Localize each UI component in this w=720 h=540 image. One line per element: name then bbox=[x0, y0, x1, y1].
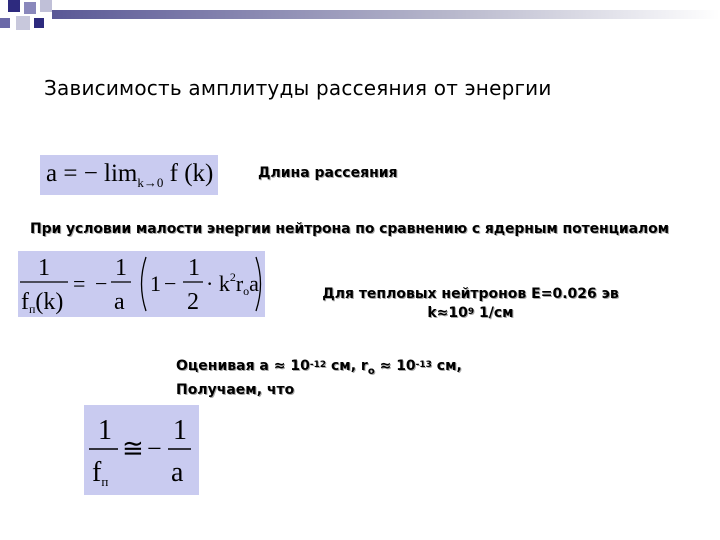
left-paren bbox=[142, 257, 147, 311]
minus-sign: − bbox=[164, 271, 177, 296]
low-energy-condition-label: При условии малости энергии нейтрона по сравнению с ядерным потенциалом bbox=[30, 221, 669, 237]
one-term: 1 bbox=[150, 271, 161, 296]
frac-denominator: fп(k) bbox=[21, 289, 64, 316]
approx-equal-sign: ≅ bbox=[122, 434, 144, 463]
estimate-line: Оценивая $a \approx 10^{-12}$ см, $r_o \approx 10^{-13}$ см, bbox=[176, 358, 462, 377]
slide-title: Зависимость амплитуды рассеяния от энергии bbox=[44, 76, 552, 100]
formula-scattering-length bbox=[40, 155, 218, 195]
deco-square bbox=[34, 18, 44, 28]
deco-square bbox=[8, 0, 20, 12]
frac-numerator: 1 bbox=[188, 255, 200, 281]
formula-result bbox=[84, 405, 199, 495]
frac-denominator: 2 bbox=[187, 289, 199, 315]
header-decoration bbox=[0, 0, 720, 40]
frac-numerator: 1 bbox=[173, 415, 187, 446]
thermal-k-line: $k\approx 10^9$ 1/см bbox=[427, 305, 514, 321]
minus-sign: − bbox=[147, 434, 162, 463]
result-line: Получаем, что bbox=[176, 381, 295, 398]
frac-denominator: fп bbox=[92, 457, 109, 489]
thermal-neutrons-label bbox=[308, 285, 633, 323]
frac-numerator: 1 bbox=[38, 255, 50, 281]
frac-numerator: 1 bbox=[98, 415, 112, 446]
header-bar bbox=[52, 10, 720, 19]
deco-square bbox=[0, 18, 10, 28]
thermal-energy-line: Для тепловых нейтронов E=0.026 эв bbox=[322, 286, 619, 302]
minus-sign: − bbox=[95, 271, 108, 296]
frac-denominator: a bbox=[114, 289, 125, 315]
deco-square bbox=[24, 2, 36, 14]
formula-text: a = − $\lim_{k\to 0} f$ (k) bbox=[46, 160, 214, 190]
deco-square bbox=[16, 16, 30, 30]
equals-sign: = bbox=[73, 271, 86, 296]
deco-square bbox=[40, 0, 52, 12]
frac-numerator: 1 bbox=[115, 255, 127, 281]
k-squared-r-term: · $k^2roa$ bbox=[206, 270, 259, 298]
scattering-length-label: Длина рассеяния bbox=[258, 165, 398, 181]
formula-amplitude-expansion bbox=[18, 251, 265, 317]
estimate-text bbox=[176, 357, 462, 400]
frac-denominator: a bbox=[171, 457, 184, 488]
